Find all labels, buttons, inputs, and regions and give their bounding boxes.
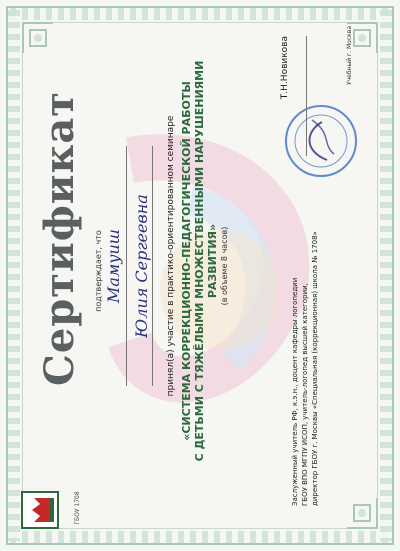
program-title <box>180 46 219 476</box>
participation-text: принял(а) участие в практико-ориентированном семинаре <box>166 115 176 396</box>
signature-line <box>306 36 307 156</box>
recipient-surname: Мамуиш <box>104 228 123 303</box>
name-underline <box>126 146 127 386</box>
program-title-line-1: «СИСТЕМА КОРРЕКЦИОННО-ПЕДАГОГИЧЕСКОЙ РАБОТЫ <box>180 80 193 441</box>
credentials-line-1: Заслуженный учитель РФ, к.э.н., доцент кафедры логопедии <box>291 277 299 506</box>
signer-name: Т.Н.Новикова <box>280 35 290 99</box>
confirm-text: подтверждает, что <box>94 229 103 312</box>
certificate-title: Сертификат <box>36 90 83 386</box>
recipient-given-names: Юлия Сергеевна <box>132 193 151 338</box>
credentials-line-3: директор ГБОУ г. Москвы «Специальная (коррекционная) школа № 1708» <box>311 230 319 506</box>
credentials-line-2: ГБОУ ВПО МГПУ ИСОП, учитель-логопед высшей категории, <box>301 282 309 506</box>
logo-caption: ГБОУ 1708 <box>74 490 81 525</box>
school-logo-icon <box>20 490 72 530</box>
name-underline <box>152 146 153 386</box>
city-date: Учебный г. Москва <box>346 25 353 85</box>
certificate-content <box>20 16 380 536</box>
hours-volume: (в объеме 8 часов) <box>220 226 229 305</box>
signer-credentials <box>290 166 320 506</box>
program-title-line-2: С ДЕТЬМИ С ТЯЖЁЛЫМИ МНОЖЕСТВЕННЫМИ НАРУШЕНИЯМИ РАЗВИТИЯ» <box>193 60 219 461</box>
